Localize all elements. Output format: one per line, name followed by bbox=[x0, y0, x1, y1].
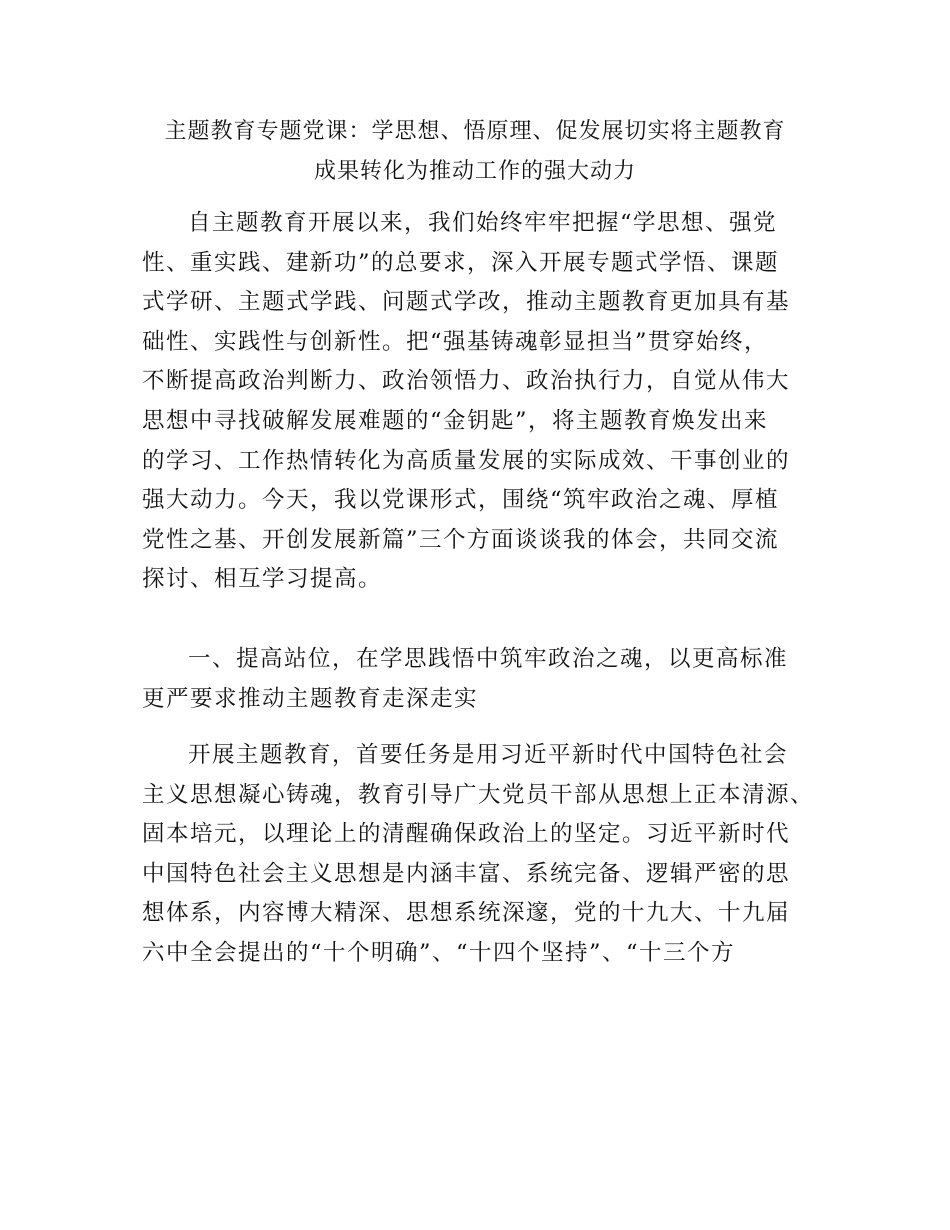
section-heading-1 bbox=[142, 640, 812, 719]
paragraph-line: 强大动力。今天，我以党课形式，围绕“筑牢政治之魂、厚植 bbox=[142, 487, 780, 514]
paragraph-line: 开展主题教育，首要任务是用习近平新时代中国特色社会 bbox=[188, 742, 789, 768]
paragraph-line: 思想中寻找破解发展难题的“金钥匙”，将主题教育焕发出来 bbox=[142, 407, 769, 434]
paragraph-line: 中国特色社会主义思想是内涵丰富、系统完备、逻辑严密的思 bbox=[142, 860, 791, 887]
paragraph-line: 六中全会提出的“十个明确”、“十四个坚持”、“十三个方 bbox=[142, 939, 736, 966]
paragraph-line: 固本培元，以理论上的清醒确保政治上的坚定。习近平新时代 bbox=[142, 821, 791, 848]
paragraph-line: 主义思想凝心铸魂，教育引导广大党员干部从思想上正本清源、 bbox=[142, 781, 815, 808]
paragraph-line: 更严要求推动主题教育走深走实 bbox=[142, 685, 479, 712]
paragraph-intro bbox=[142, 204, 812, 600]
paragraph-line: 想体系，内容博大精深、思想系统深邃，党的十九大、十九届 bbox=[142, 900, 791, 927]
paragraph-line: 一、提高站位，在学思践悟中筑牢政治之魂，以更高标准 bbox=[188, 646, 789, 672]
paragraph-line: 自主题教育开展以来，我们始终牢牢把握“学思想、强党 bbox=[188, 210, 778, 236]
paragraph-line: 础性、实践性与创新性。把“强基铸魂彰显担当”贯穿始终， bbox=[142, 328, 769, 355]
paragraph-line: 性、重实践、建新功”的总要求，深入开展专题式学悟、课题 bbox=[142, 249, 780, 276]
paragraph-line: 式学研、主题式学践、问题式学改，推动主题教育更加具有基 bbox=[142, 289, 791, 316]
document-title bbox=[140, 112, 810, 192]
title-line: 主题教育专题党课：学思想、悟原理、促发展切实将主题教育 bbox=[164, 119, 786, 144]
paragraph-body bbox=[142, 736, 815, 974]
title-line: 成果转化为推动工作的强大动力 bbox=[313, 159, 636, 184]
paragraph-line: 不断提高政治判断力、政治领悟力、政治执行力，自觉从伟大 bbox=[142, 368, 791, 395]
paragraph-line: 的学习、工作热情转化为高质量发展的实际成效、干事创业的 bbox=[142, 447, 791, 474]
paragraph-line: 探讨、相互学习提高。 bbox=[142, 566, 383, 593]
paragraph-line: 党性之基、开创发展新篇”三个方面谈谈我的体会，共同交流 bbox=[142, 526, 780, 553]
